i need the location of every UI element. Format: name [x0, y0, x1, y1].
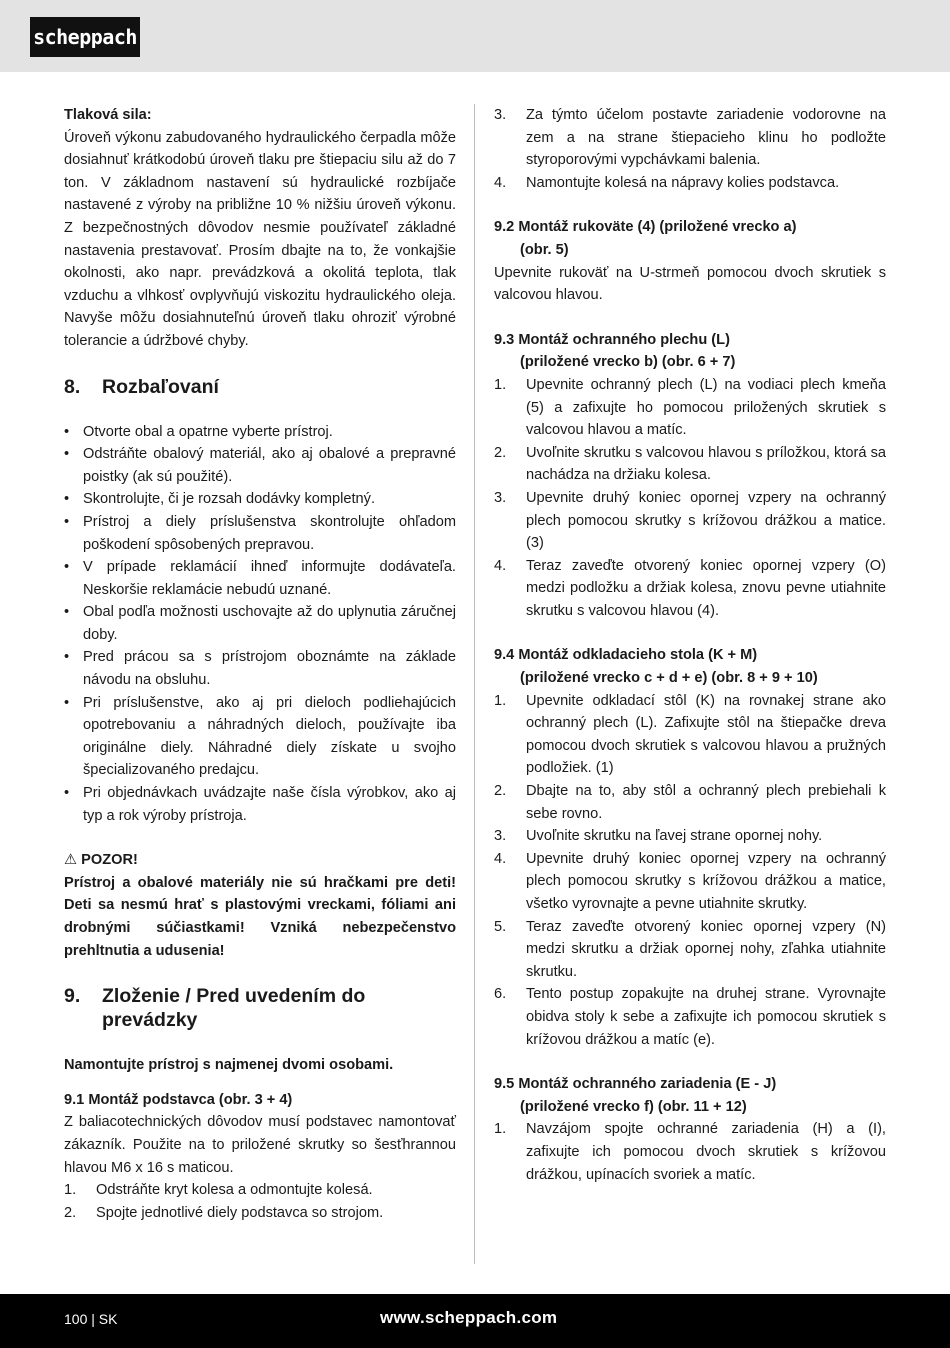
- column-divider: [474, 104, 475, 1264]
- pressure-title: Tlaková sila:: [64, 107, 152, 123]
- section-9-5-title: 9.5 Montáž ochranného zariadenia (E - J): [494, 1076, 777, 1093]
- unpacking-list: [64, 421, 456, 828]
- section-9-2-subtitle: (obr. 5): [520, 241, 569, 258]
- list-item: 1. Upevnite odkladací stôl (K) na rovnakej strane ako ochranný plech (L). Zafixujte stôl na štiepačke dreva pomocou dvoch skrutiek s valcovou hlavou a pružných podložiek. (1): [494, 692, 886, 777]
- list-item: 3. Uvoľnite skrutku na ľavej strane opornej nohy.: [494, 828, 823, 845]
- list-item: 4. Namontujte kolesá na nápravy kolies podstavca.: [494, 174, 840, 191]
- list-item: • Prístroj a diely príslušenstva skontrolujte ohľadom poškodení spôsobených prepravou.: [64, 511, 456, 556]
- section-8-number: 8.: [64, 375, 81, 398]
- list-item: 2. Dbajte na to, aby stôl a ochranný plech prebiehali k sebe rovno.: [494, 783, 886, 822]
- website-link[interactable]: www.scheppach.com: [380, 1308, 558, 1327]
- warning-title: ⚠ POZOR!: [64, 852, 138, 869]
- section-9-2-text: Upevnite rukoväť na U-strmeň pomocou dvoch skrutiek s valcovou hlavou.: [494, 264, 886, 304]
- section-9-heading: [64, 984, 456, 1032]
- list-item: 1. Odstráňte kryt kolesa a odmontujte kolesá.: [64, 1182, 373, 1199]
- list-item: 5. Teraz zaveďte otvorený koniec opornej vzpery (N) medzi skrutku a držiak opornej nohy, zľahka utiahnite skrutku.: [494, 918, 886, 980]
- list-item: 3. Upevnite druhý koniec opornej vzpery na ochranný plech pomocou skrutky s krížovou drážkou a matice. (3): [494, 489, 886, 552]
- right-column: [494, 104, 886, 1186]
- list-item: • Otvorte obal a opatrne vyberte prístroj.: [64, 421, 456, 444]
- section-9-2-title: 9.2 Montáž rukoväte (4) (priložené vrecko a): [494, 219, 797, 236]
- section-9-4-steps: [494, 690, 886, 1052]
- section-8-heading: [64, 375, 456, 399]
- list-item: 4. Teraz zaveďte otvorený koniec opornej vzpery (O) medzi podložku a držiak kolesa, znovu pevne utiahnite skrutku s valcovou hlavou (4).: [494, 557, 886, 619]
- section-9-1-text: Z baliacotechnických dôvodov musí podstavec namontovať zákazník. Použite na to priložené skrutky so šesťhrannou hlavou M6 x 16 s maticou.: [64, 1114, 456, 1176]
- section-9-5-subtitle: (priložené vrecko f) (obr. 11 + 12): [520, 1098, 747, 1115]
- section-9-4-subtitle: (priložené vrecko c + d + e) (obr. 8 + 9 + 10): [520, 670, 818, 687]
- pressure-text: Úroveň výkonu zabudovaného hydraulického čerpadla môže dosiahnuť krátkodobú úroveň tlaku pre štiepaciu silu až do 7 ton. V základnom nastavení sú hydraulické rozbíjače nastavené z výroby na približne 10 % nižšiu úroveň výkonu. Z bezpečnostných dôvodov nesmie používateľ základné nastavenia prestavovať. Prosím dbajte na to, že vonkajšie okolnosti, ako napr. prevádzková a okolitá teplota, tlak vzduchu a vlhkosť ovplyvňujú viskozitu hydraulického oleja. Navyše môžu dosiahnuteľnú úroveň tlaku ohroziť výrobné tolerancie a údržbové chyby.: [64, 129, 456, 349]
- section-9-3-title: 9.3 Montáž ochranného plechu (L): [494, 331, 730, 348]
- list-item: 3. Za týmto účelom postavte zariadenie vodorovne na zem a na strane štiepacieho klinu ho podložte styroporovými vypchávkami balenia.: [494, 107, 886, 169]
- list-item: • Pri objednávkach uvádzajte naše čísla výrobkov, ako aj typ a rok výroby prístroja.: [64, 782, 456, 827]
- footer-bar: [0, 1294, 950, 1348]
- list-item: • Pred prácou sa s prístrojom oboznámte na základe návodu na obsluhu.: [64, 646, 456, 691]
- section-9-3-steps: [494, 374, 886, 623]
- section-9-5-steps: [494, 1118, 886, 1186]
- list-item: 6. Tento postup zopakujte na druhej strane. Vyrovnajte obidva stoly k sebe a zafixujte ich pomocou skrutiek s krížovou drážkou a matíc (e).: [494, 986, 886, 1048]
- scheppach-logo: scheppach: [30, 17, 140, 57]
- list-item: • V prípade reklamácií ihneď informujte dodávateľa. Neskoršie reklamácie nebudú uznané.: [64, 556, 456, 601]
- list-item: • Obal podľa možnosti uschovajte až do uplynutia záručnej doby.: [64, 601, 456, 646]
- section-9-1-steps: [64, 1179, 456, 1224]
- warning-text: Prístroj a obalové materiály nie sú hračkami pre deti! Deti sa nesmú hrať s plastovými vreckami, fóliami ani drobnými súčiastkami! Vzniká nebezpečenstvo prehltnutia a udusenia!: [64, 874, 456, 959]
- page-number: 100 | SK: [64, 1311, 118, 1327]
- list-item: • Pri príslušenstve, ako aj pri dieloch podliehajúcich opotrebovaniu a náhradných dieloch, používajte iba originálne diely. Náhradné diely získate u svojho špecializovaného predajcu.: [64, 692, 456, 782]
- section-9-title: Zloženie / Pred uvedením do prevádzky: [102, 985, 366, 1032]
- list-item: 1. Upevnite ochranný plech (L) na vodiaci plech kmeňa (5) a zafixujte ho pomocou priložených skrutiek s valcovou hlavou a matíc.: [494, 376, 886, 439]
- list-item: • Skontrolujte, či je rozsah dodávky kompletný.: [64, 488, 456, 511]
- section-9-4-title: 9.4 Montáž odkladacieho stola (K + M): [494, 647, 758, 664]
- assembly-note: Namontujte prístroj s najmenej dvomi osobami.: [64, 1057, 394, 1074]
- list-item: 2. Uvoľnite skrutku s valcovou hlavou s príložkou, ktorá sa nachádza na držiaku kolesa.: [494, 444, 886, 484]
- list-item: 4. Upevnite druhý koniec opornej vzpery na ochranný plech pomocou skrutky s krížovou drážkou a matice, všetko vyrovnajte a pevne utiahnite skrutky.: [494, 850, 886, 912]
- list-item: 1. Navzájom spojte ochranné zariadenia (H) a (I), zafixujte ich pomocou dvoch skrutiek s krížovou drážkou, upínacích svoriek a matíc.: [494, 1121, 886, 1183]
- list-item: • Odstráňte obalový materiál, ako aj obalové a prepravné poistky (ak sú použité).: [64, 443, 456, 488]
- left-column: [64, 104, 456, 1224]
- section-9-3-subtitle: (priložené vrecko b) (obr. 6 + 7): [520, 354, 736, 371]
- list-item: 2. Spojte jednotlivé diely podstavca so strojom.: [64, 1204, 384, 1221]
- section-9-1-steps-continued: [494, 104, 886, 194]
- section-9-number: 9.: [64, 985, 81, 1008]
- section-8-title: Rozbaľovaní: [102, 375, 219, 398]
- section-9-1-title: 9.1 Montáž podstavca (obr. 3 + 4): [64, 1091, 293, 1108]
- header-bar: [0, 0, 950, 72]
